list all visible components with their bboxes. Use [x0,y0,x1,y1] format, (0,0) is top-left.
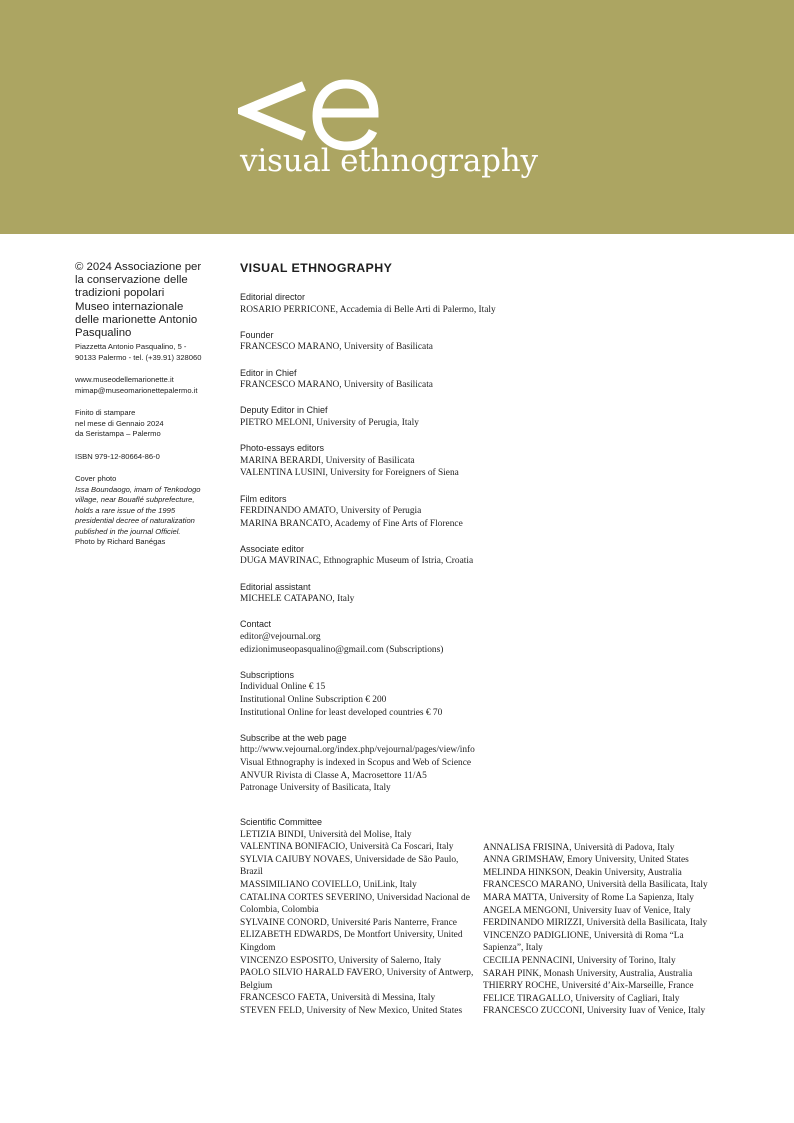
section-line: MICHELE CATAPANO, Italy [240,594,355,605]
cover-photo-label: Cover photo [75,474,117,484]
imprint-column [75,261,225,548]
header-band [0,0,794,234]
section-line: Individual Online € 15 [240,682,326,693]
section-associate-editor [240,543,760,568]
print-line: da Seristampa – Palermo [75,429,161,439]
committee-member: STEVEN FELD, University of New Mexico, United States [240,1005,463,1016]
section-line: FERDINANDO AMATO, University of Perugia [240,506,422,517]
committee-member: SYLVAINE CONORD, Université Paris Nanterre, France [240,917,457,928]
section-label: Associate editor [240,543,305,554]
cover-caption-line: holds a rare issue of the 1995 [75,505,176,515]
committee-member: MASSIMILIANO COVIELLO, UniLink, Italy [240,879,417,890]
committee-member: ANGELA MENGONI, University Iuav of Venice, Italy [483,905,691,916]
print-line: nel mese di Gennaio 2024 [75,418,164,428]
cover-caption-line: village, near Bouaflé subprefecture, [75,495,195,505]
subscribe-url-link[interactable]: http://www.vejournal.org/index.php/vejournal/pages/view/info [240,745,475,756]
committee-member: VINCENZO PADIGLIONE, Università di Roma “La Sapienza”, Italy [483,930,684,954]
committee-member: CATALINA CORTES SEVERINO, Universidad Nacional de Colombia, Colombia [240,892,470,916]
section-line: MARINA BERARDI, University of Basilicata [240,455,415,466]
committee-member: ANNALISA FRISINA, Università di Padova, Italy [483,842,675,853]
cover-caption-line: published in the journal Officiel. [75,526,181,536]
section-label: Founder [240,329,274,340]
section-label: Editor in Chief [240,367,297,378]
section-line: Patronage University of Basilicata, Italy [240,783,391,794]
section-line: PIETRO MELONI, University of Perugia, Italy [240,417,419,428]
ve-logo-mark [238,76,388,152]
section-deputy-editor [240,404,760,429]
section-subscriptions [240,669,760,719]
subscriptions-email-link[interactable]: edizionimuseopasqualino@gmail.com (Subscriptions) [240,644,444,655]
committee-member: MARA MATTA, University of Rome La Sapienza, Italy [483,892,694,903]
masthead [240,261,760,807]
section-line: ANVUR Rivista di Classe A, Macrosettore 11/A5 [240,770,427,781]
committee-member: THIERRY ROCHE, Université d’Aix-Marseille, France [483,981,694,992]
section-line: Visual Ethnography is indexed in Scopus and Web of Science [240,757,472,768]
committee-member: PAOLO SILVIO HARALD FAVERO, University of Antwerp, Belgium [240,968,474,991]
committee-member: VALENTINA BONIFACIO, Università Ca Foscari, Italy [240,842,454,853]
section-label: Contact [240,619,272,630]
committee-member: FERDINANDO MIRIZZI, Università della Basilicata, Italy [483,918,708,929]
section-subscribe-web [240,732,760,795]
committee-column-right [483,829,720,1018]
section-editorial-director [240,291,760,316]
isbn: ISBN 979-12-80664-86-0 [75,451,160,461]
committee-member: SYLVIA CAIUBY NOVAES, Universidade de São Paulo, Brazil [240,854,459,878]
cover-caption-line: Issa Boundaogo, imam of Tenkodogo [75,484,201,494]
committee-member: FRANCESCO FAETA, Università di Messina, Italy [240,993,436,1004]
org-line: la conservazione delle [75,274,188,287]
org-line: Pasqualino [75,327,132,340]
section-line: Institutional Online Subscription € 200 [240,695,387,705]
committee-member: FRANCESCO ZUCCONI, University Iuav of Venice, Italy [483,1006,706,1017]
section-film-editors [240,493,760,531]
committee-member: ELIZABETH EDWARDS, De Montfort University, United Kingdom [240,930,463,953]
committee-label: Scientific Committee [240,817,323,827]
section-line: ROSARIO PERRICONE, Accademia di Belle Arti di Palermo, Italy [240,304,496,315]
committee-column-left [240,829,483,1018]
org-line: tradizioni popolari [75,287,165,300]
section-line: FRANCESCO MARANO, University of Basilicata [240,342,433,353]
section-label: Film editors [240,493,287,504]
committee-member: FELICE TIRAGALLO, University of Cagliari, Italy [483,993,680,1004]
section-line: FRANCESCO MARANO, University of Basilicata [240,380,433,391]
website-link[interactable]: www.museodellemarionette.it [75,375,174,385]
page-title: VISUAL ETHNOGRAPHY [240,261,393,275]
org-line: delle marionette Antonio [75,313,198,326]
committee-member: VINCENZO ESPOSITO, University of Salerno, Italy [240,955,442,966]
email-link[interactable]: mimap@museomarionettepalermo.it [75,385,198,395]
org-line: Museo internazionale [75,300,184,313]
scientific-committee [240,816,720,1018]
section-contact [240,618,760,656]
committee-member: CECILIA PENNACINI, University of Torino, Italy [483,955,676,966]
org-line: © 2024 Associazione per [75,261,202,273]
section-label: Subscriptions [240,669,295,680]
section-line: MARINA BRANCATO, Academy of Fine Arts of Florence [240,518,463,529]
section-line: DUGA MAVRINAC, Ethnographic Museum of Istria, Croatia [240,556,474,567]
address-line: 90133 Palermo - tel. (+39.91) 328060 [75,352,202,362]
section-label: Editorial director [240,292,306,302]
contact-email-link[interactable]: editor@vejournal.org [240,632,321,643]
committee-member: MELINDA HINKSON, Deakin University, Australia [483,867,682,878]
section-label: Editorial assistant [240,581,311,592]
section-line: VALENTINA LUSINI, University for Foreigners of Siena [240,468,459,479]
section-label: Subscribe at the web page [240,732,347,743]
section-photo-essays-editors [240,442,760,480]
section-editorial-assistant [240,581,760,606]
committee-member: LETIZIA BINDI, Università del Molise, Italy [240,829,412,840]
section-label: Deputy Editor in Chief [240,405,328,416]
section-line: Institutional Online for least developed countries € 70 [240,707,443,718]
section-editor-in-chief [240,367,760,392]
cover-caption-line: presidential decree of naturalization [75,516,195,526]
committee-member: FRANCESCO MARANO, Università della Basilicata, Italy [483,880,708,891]
cover-credit: Photo by Richard Banégas [75,537,166,547]
print-line: Finito di stampare [75,408,136,418]
address-line: Piazzetta Antonio Pasqualino, 5 - [75,342,187,352]
committee-member: SARAH PINK, Monash University, Australia, Australia [483,968,693,979]
committee-member: ANNA GRIMSHAW, Emory University, United States [483,855,689,866]
section-founder [240,329,760,354]
section-label: Photo-essays editors [240,443,325,454]
logo-wordmark: visual ethnography [240,143,538,179]
